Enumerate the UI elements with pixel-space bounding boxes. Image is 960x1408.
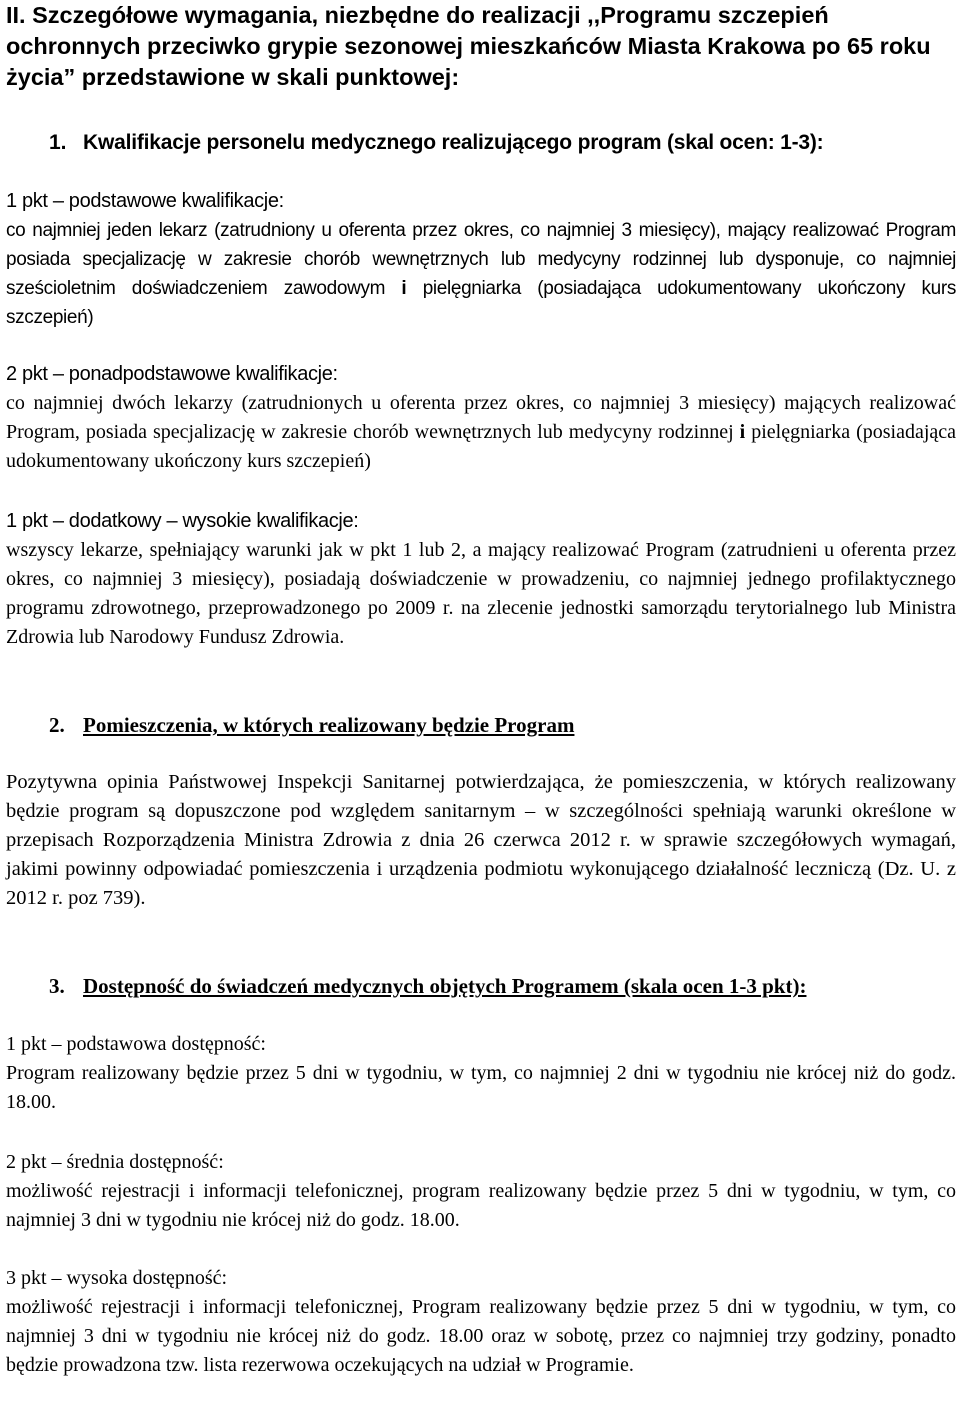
qualification-level-1 — [6, 187, 956, 332]
availability-level-1-text: Program realizowany będzie przez 5 dni w tygodniu, w tym, co najmniej 2 dni w tygodniu nie krócej niż do godz. 18.00. — [6, 1062, 956, 1113]
section-title: II. Szczegółowe wymagania, niezbędne do realizacji ,,Programu szczepień ochronnych przeciwko grypie sezonowej mieszkańców Miasta Krakowa po 65 roku życia” przedstawione w skali punktowej: — [6, 2, 931, 90]
section-3-heading — [49, 972, 949, 1001]
qualification-level-1-title: 1 pkt – podstawowe kwalifikacje: — [6, 190, 284, 212]
qualification-level-extra-title: 1 pkt – dodatkowy – wysokie kwalifikacje: — [6, 510, 359, 532]
qualification-level-extra — [6, 507, 956, 652]
section-3-heading-text: Dostępność do świadczeń medycznych objętych Programem (skala ocen 1-3 pkt): — [83, 974, 807, 998]
section-3-number: 3. — [49, 974, 65, 998]
qualification-level-extra-text: wszyscy lekarze, spełniający warunki jak w pkt 1 lub 2, a mający realizować Program (zatrudnieni u oferenta przez okres, co najmniej 3 miesięcy), posiadają doświadczenie w prowadzeniu, co najmniej jednego profilaktycznego programu zdrowotnego, przeprowadzonego po 2009 r. na zlecenie jednostki samorządu terytorialnego lub Ministra Zdrowia lub Narodowy Fundusz Zdrowia. — [6, 539, 956, 648]
availability-level-1 — [6, 1030, 956, 1117]
availability-level-1-title: 1 pkt – podstawowa dostępność: — [6, 1033, 266, 1055]
section-1-number: 1. — [49, 131, 67, 154]
availability-level-3 — [6, 1264, 956, 1380]
availability-level-2-text: możliwość rejestracji i informacji telefonicznej, program realizowany będzie przez 5 dni w tygodniu, w tym, co najmniej 3 dni w tygodniu nie krócej niż do godz. 18.00. — [6, 1180, 956, 1231]
qualification-level-2-text: co najmniej dwóch lekarzy (zatrudnionych u oferenta przez okres, co najmniej 3 miesięcy) mających realizować Program, posiada specjalizację w zakresie chorób wewnętrznych lub medycyny rodzinnej i pielęgniarka (posiadająca udokumentowany ukończony kurs szczepień) — [6, 392, 957, 472]
section-1-heading — [49, 129, 949, 157]
premises-requirements-text: Pozytywna opinia Państwowej Inspekcji Sanitarnej potwierdzająca, że pomieszczenia, w których realizowany będzie program są dopuszczone pod względem sanitarnym – w szczególności spełniają warunki określone w przepisach Rozporządzenia Ministra Zdrowia z dnia 26 czerwca 2012 r. w sprawie szczegółowych wymagań, jakimi powinny odpowiadać pomieszczenia i urządzenia podmiotu wykonującego działalność leczniczą (Dz. U. z 2012 r. poz 739). — [6, 771, 956, 909]
availability-level-2-title: 2 pkt – średnia dostępność: — [6, 1151, 224, 1173]
qualification-level-2 — [6, 360, 956, 476]
section-2-heading-text: Pomieszczenia, w których realizowany będzie Program — [83, 713, 575, 737]
availability-level-3-text: możliwość rejestracji i informacji telefonicznej, Program realizowany będzie przez 5 dni w tygodniu, w tym, co najmniej 3 dni w tygodniu nie krócej niż do godz. 18.00 oraz w sobotę, przez co najmniej trzy godziny, ponadto będzie prowadzona tzw. lista rezerwowa oczekujących na udział w Programie. — [6, 1296, 956, 1376]
section-2-number: 2. — [49, 713, 65, 737]
qualification-level-1-text: co najmniej jeden lekarz (zatrudniony u oferenta przez okres, co najmniej 3 miesięcy), mający realizować Program posiada specjalizację w zakresie chorób wewnętrznych lub medycyny rodzinnej lub dysponuje, co najmniej sześcioletnim doświadczeniem zawodowym i pielęgniarka (posiadająca udokumentowany ukończony kurs szczepień) — [6, 220, 956, 328]
qualification-level-2-title: 2 pkt – ponadpodstawowe kwalifikacje: — [6, 363, 338, 385]
section-1-heading-text: Kwalifikacje personelu medycznego realizującego program (skal ocen: 1-3): — [83, 131, 824, 154]
availability-level-2 — [6, 1148, 956, 1235]
premises-requirements — [6, 768, 956, 913]
section-2-heading — [49, 711, 949, 740]
availability-level-3-title: 3 pkt – wysoka dostępność: — [6, 1267, 228, 1289]
